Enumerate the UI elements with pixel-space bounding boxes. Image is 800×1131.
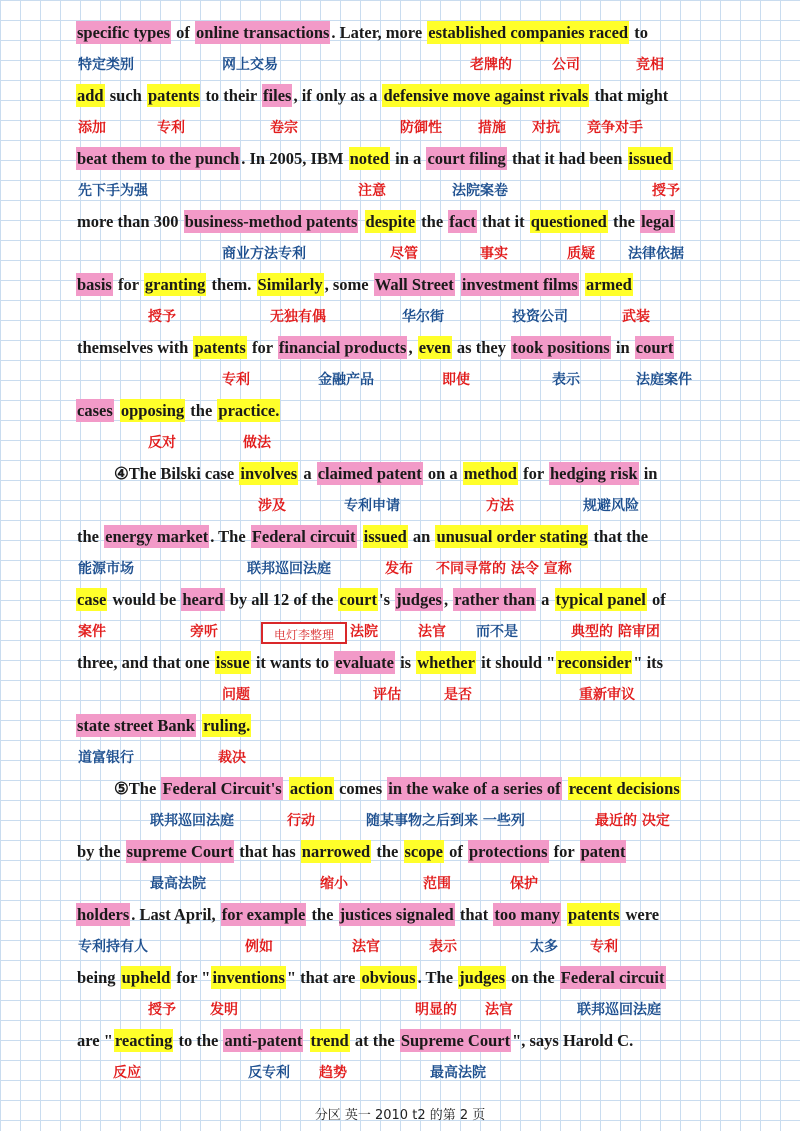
highlighted-phrase: state street Bank (77, 716, 195, 735)
highlighted-phrase: inventions (212, 968, 285, 987)
highlighted-phrase: method (463, 464, 517, 483)
english-line (76, 18, 776, 48)
chinese-annotation: 缩小 (320, 876, 348, 892)
chinese-annotation: 联邦巡回法庭 (247, 561, 331, 577)
chinese-annotation: 最高法院 (430, 1065, 486, 1081)
highlighted-phrase: legal (641, 212, 675, 231)
highlighted-phrase: patents (568, 905, 620, 924)
chinese-annotation: 随某事物之后到来 一些列 (366, 813, 525, 829)
text-segment: " that are (286, 968, 360, 987)
highlighted-phrase: judges (396, 590, 442, 609)
highlighted-phrase: opposing (120, 401, 185, 420)
text-segment: " its (633, 653, 664, 672)
chinese-annotation: 竞争对手 (587, 120, 643, 136)
text-segment: the (417, 212, 448, 231)
highlighted-phrase: financial products (278, 338, 407, 357)
english-line (76, 837, 776, 867)
highlighted-phrase: basis (77, 275, 112, 294)
highlighted-phrase: patents (194, 338, 246, 357)
chinese-annotation: 法院案卷 (452, 183, 508, 199)
text-segment: would be (108, 590, 181, 609)
chinese-annotation: 范围 (423, 876, 451, 892)
highlighted-phrase: reacting (114, 1031, 173, 1050)
chinese-annotation: 能源市场 (78, 561, 134, 577)
text-segment: of (172, 23, 195, 42)
highlighted-phrase: fact (449, 212, 476, 231)
highlighted-phrase: narrowed (301, 842, 371, 861)
text-segment: in (611, 338, 634, 357)
highlighted-phrase: judges (459, 968, 505, 987)
highlighted-phrase: noted (349, 149, 390, 168)
highlighted-phrase: Federal circuit (251, 527, 356, 546)
text-segment: that (455, 905, 493, 924)
highlighted-phrase: court (635, 338, 674, 357)
highlighted-phrase: files (263, 86, 292, 105)
chinese-annotation: 授予 (652, 183, 680, 199)
text-segment: the (608, 212, 640, 231)
highlighted-phrase: patent (580, 842, 626, 861)
text-segment: . Later, more (331, 23, 427, 42)
chinese-annotation: 竞相 (636, 57, 664, 73)
highlighted-phrase: hedging risk (550, 464, 638, 483)
text-segment: , some (324, 275, 373, 294)
text-segment: is (395, 653, 416, 672)
chinese-annotation: 尽管 (390, 246, 418, 262)
text-segment (455, 273, 461, 296)
text-segment: that it had been (507, 149, 627, 168)
chinese-annotation: 法庭案件 (636, 372, 692, 388)
editor-stamp: 电灯李整理 (261, 622, 347, 644)
text-segment: the (186, 401, 217, 420)
text-segment: the (77, 527, 104, 546)
chinese-annotation: 专利持有人 (78, 939, 148, 955)
highlighted-phrase: practice. (218, 401, 280, 420)
text-segment: in (639, 464, 658, 483)
chinese-annotation: 注意 (358, 183, 386, 199)
text-segment: , (408, 338, 417, 357)
text-segment: for (247, 338, 277, 357)
text-segment: to the (174, 1031, 223, 1050)
chinese-annotation: 裁决 (218, 750, 246, 766)
chinese-annotation: 对抗 (532, 120, 560, 136)
highlighted-phrase: reconsider (557, 653, 632, 672)
highlighted-phrase: ruling. (203, 716, 251, 735)
chinese-annotation: 华尔街 (402, 309, 444, 325)
text-segment: 's (378, 590, 395, 609)
text-segment: that the (589, 527, 649, 546)
chinese-annotation: 法官 (418, 624, 446, 640)
text-segment: ⑤The (114, 779, 161, 798)
english-line (76, 522, 776, 552)
text-segment: . The (210, 527, 250, 546)
chinese-annotation: 重新审议 (579, 687, 635, 703)
text-segment: being (77, 968, 120, 987)
highlighted-phrase: for example (221, 905, 306, 924)
chinese-annotation: 表示 (552, 372, 580, 388)
chinese-annotation: 最近的 决定 (595, 813, 670, 829)
highlighted-phrase: claimed patent (317, 464, 422, 483)
english-line (76, 144, 776, 174)
chinese-annotation: 授予 (148, 309, 176, 325)
text-segment: by all 12 of the (225, 590, 338, 609)
highlighted-phrase: issue (215, 653, 250, 672)
highlighted-phrase: action (289, 779, 333, 798)
text-segment (357, 525, 363, 548)
text-segment: by the (77, 842, 125, 861)
text-segment: are " (77, 1031, 113, 1050)
chinese-annotation: 发布 (385, 561, 413, 577)
chinese-annotation: 添加 (78, 120, 106, 136)
chinese-annotation: 商业方法专利 (222, 246, 306, 262)
chinese-annotation: 先下手为强 (78, 183, 148, 199)
english-line (76, 963, 776, 993)
chinese-annotation: 评估 (373, 687, 401, 703)
text-segment: for (518, 464, 548, 483)
text-segment: three, and that one (77, 653, 214, 672)
english-line (113, 459, 800, 489)
highlighted-phrase: business-method patents (184, 212, 358, 231)
text-segment (562, 777, 568, 800)
text-segment: a (299, 464, 316, 483)
text-segment: that might (590, 86, 669, 105)
chinese-annotation: 案件 (78, 624, 106, 640)
text-segment: a (537, 590, 554, 609)
chinese-annotation: 武装 (622, 309, 650, 325)
chinese-annotation: 反应 (113, 1065, 141, 1081)
highlighted-phrase: whether (417, 653, 475, 672)
chinese-annotation: 联邦巡回法庭 (150, 813, 234, 829)
chinese-annotation: 公司 (552, 57, 580, 73)
highlighted-phrase: Federal circuit (560, 968, 665, 987)
highlighted-phrase: patents (147, 86, 200, 105)
text-segment: the (372, 842, 403, 861)
page-footer: 分区 英一 2010 t2 的第 2 页 (314, 1108, 486, 1123)
highlighted-phrase: scope (404, 842, 443, 861)
text-segment: for " (172, 968, 211, 987)
chinese-annotation: 发明 (210, 1002, 238, 1018)
chinese-annotation: 道富银行 (78, 750, 134, 766)
highlighted-phrase: Similarly (257, 275, 323, 294)
chinese-annotation: 法律依据 (628, 246, 684, 262)
text-segment: on a (423, 464, 462, 483)
chinese-annotation: 无独有偶 (270, 309, 326, 325)
highlighted-phrase: in the wake of a series of (388, 779, 561, 798)
text-segment: the (307, 905, 338, 924)
chinese-annotation: 明显的 (415, 1002, 457, 1018)
highlighted-phrase: Wall Street (374, 275, 454, 294)
highlighted-phrase: court (339, 590, 377, 609)
text-segment: that it (477, 212, 529, 231)
highlighted-phrase: holders (77, 905, 130, 924)
english-line (76, 711, 776, 741)
chinese-annotation: 专利 (157, 120, 185, 136)
english-line (76, 81, 776, 111)
chinese-annotation: 法院 (350, 624, 378, 640)
text-segment (283, 777, 289, 800)
highlighted-phrase: too many (494, 905, 560, 924)
chinese-annotation: 行动 (287, 813, 315, 829)
text-segment: on the (507, 968, 559, 987)
chinese-annotation: 最高法院 (150, 876, 206, 892)
highlighted-phrase: Federal Circuit's (162, 779, 282, 798)
chinese-annotation: 专利 (590, 939, 618, 955)
text-segment: comes (334, 779, 387, 798)
english-line (76, 333, 776, 363)
chinese-annotation: 典型的 陪审团 (571, 624, 660, 640)
highlighted-phrase: evaluate (335, 653, 394, 672)
text-segment: of (445, 842, 467, 861)
text-segment: more than 300 (77, 212, 183, 231)
highlighted-phrase: Supreme Court (400, 1031, 511, 1050)
chinese-annotation: 问题 (222, 687, 250, 703)
highlighted-phrase: energy market (105, 527, 209, 546)
highlighted-phrase: supreme Court (126, 842, 234, 861)
text-segment: . Last April, (131, 905, 220, 924)
english-line (76, 396, 776, 426)
text-segment: an (408, 527, 435, 546)
text-segment: themselves with (77, 338, 193, 357)
text-segment: at the (350, 1031, 399, 1050)
chinese-annotation: 投资公司 (512, 309, 568, 325)
chinese-annotation: 涉及 (258, 498, 286, 514)
text-segment: of (647, 590, 666, 609)
chinese-annotation: 联邦巡回法庭 (577, 1002, 661, 1018)
chinese-annotation: 太多 (530, 939, 558, 955)
text-segment (303, 1029, 309, 1052)
text-segment: , if only as a (293, 86, 382, 105)
chinese-annotation: 法官 (485, 1002, 513, 1018)
chinese-annotation: 即使 (442, 372, 470, 388)
text-segment: were (621, 905, 660, 924)
text-segment (358, 210, 364, 233)
chinese-annotation: 表示 (429, 939, 457, 955)
highlighted-phrase: investment films (461, 275, 578, 294)
highlighted-phrase: protections (469, 842, 548, 861)
highlighted-phrase: despite (365, 212, 416, 231)
english-line (113, 774, 800, 804)
highlighted-phrase: issued (363, 527, 407, 546)
highlighted-phrase: questioned (530, 212, 607, 231)
chinese-annotation: 趋势 (319, 1065, 347, 1081)
text-segment: to (630, 23, 648, 42)
highlighted-phrase: obvious (361, 968, 416, 987)
english-line (76, 270, 776, 300)
chinese-annotation: 老牌的 (470, 57, 512, 73)
highlighted-phrase: heard (182, 590, 224, 609)
chinese-annotation: 不同寻常的 法令 宣称 (436, 561, 572, 577)
chinese-annotation: 措施 (478, 120, 506, 136)
highlighted-phrase: defensive move against rivals (383, 86, 589, 105)
highlighted-phrase: took positions (512, 338, 610, 357)
chinese-annotation: 规避风险 (583, 498, 639, 514)
highlighted-phrase: upheld (121, 968, 171, 987)
english-line (76, 585, 776, 615)
chinese-annotation: 金融产品 (318, 372, 374, 388)
text-segment: in a (391, 149, 426, 168)
text-segment: , (443, 590, 453, 609)
chinese-annotation: 授予 (148, 1002, 176, 1018)
highlighted-phrase: granting (144, 275, 206, 294)
highlighted-phrase: unusual order stating (436, 527, 588, 546)
chinese-annotation: 特定类别 (78, 57, 134, 73)
english-line (76, 207, 776, 237)
highlighted-phrase: rather than (454, 590, 536, 609)
chinese-annotation: 事实 (480, 246, 508, 262)
english-line (76, 648, 776, 678)
text-segment: ", says Harold C. (512, 1031, 634, 1050)
text-segment: that has (235, 842, 300, 861)
text-segment: to their (201, 86, 262, 105)
chinese-annotation: 例如 (245, 939, 273, 955)
chinese-annotation: 是否 (444, 687, 472, 703)
chinese-annotation: 质疑 (567, 246, 595, 262)
text-segment: . The (417, 968, 458, 987)
text-segment: such (105, 86, 146, 105)
highlighted-phrase: beat them to the punch (77, 149, 240, 168)
chinese-annotation: 专利申请 (344, 498, 400, 514)
highlighted-phrase: case (77, 590, 107, 609)
chinese-annotation: 防御性 (400, 120, 442, 136)
english-line (76, 900, 776, 930)
chinese-annotation: 保护 (510, 876, 538, 892)
highlighted-phrase: typical panel (555, 590, 646, 609)
text-segment: it wants to (251, 653, 334, 672)
highlighted-phrase: cases (77, 401, 113, 420)
chinese-annotation: 而不是 (476, 624, 518, 640)
chinese-annotation: 专利 (222, 372, 250, 388)
highlighted-phrase: court filing (427, 149, 506, 168)
chinese-annotation: 网上交易 (222, 57, 278, 73)
highlighted-phrase: specific types (77, 23, 171, 42)
highlighted-phrase: anti-patent (224, 1031, 303, 1050)
chinese-annotation: 反专利 (248, 1065, 290, 1081)
text-segment: for (113, 275, 143, 294)
chinese-annotation: 做法 (243, 435, 271, 451)
chinese-annotation: 旁听 (190, 624, 218, 640)
chinese-annotation: 方法 (486, 498, 514, 514)
english-line (76, 1026, 776, 1056)
chinese-annotation: 法官 (352, 939, 380, 955)
chinese-annotation: 卷宗 (270, 120, 298, 136)
text-segment: it should " (476, 653, 556, 672)
text-segment: ④The Bilski case (114, 464, 239, 483)
text-segment: them. (207, 275, 256, 294)
text-segment: . In 2005, IBM (241, 149, 348, 168)
highlighted-phrase: armed (585, 275, 632, 294)
chinese-annotation: 反对 (148, 435, 176, 451)
highlighted-phrase: online transactions (196, 23, 330, 42)
text-segment: for (549, 842, 579, 861)
text-segment (114, 399, 120, 422)
highlighted-phrase: add (77, 86, 104, 105)
highlighted-phrase: recent decisions (568, 779, 680, 798)
highlighted-phrase: trend (310, 1031, 349, 1050)
highlighted-phrase: involves (240, 464, 298, 483)
highlighted-phrase: even (418, 338, 451, 357)
highlighted-phrase: justices signaled (339, 905, 454, 924)
text-segment: as they (452, 338, 511, 357)
highlighted-phrase: established companies raced (428, 23, 629, 42)
highlighted-phrase: issued (628, 149, 672, 168)
